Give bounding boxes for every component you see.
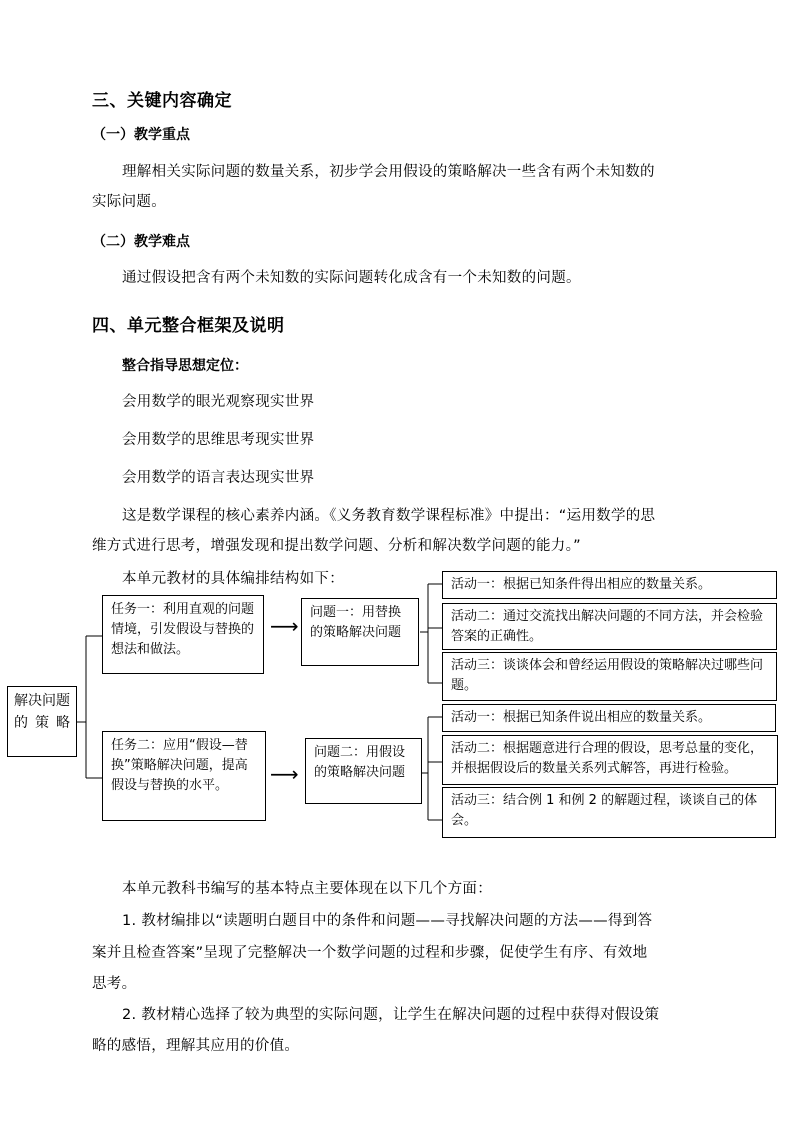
guiding-idea-heading: 整合指导思想定位： [122,358,248,374]
task-1-box: 任务一：利用直观的问题情境，引发假设与替换的想法和做法。 [102,595,264,674]
task-1-activity-1: 活动一：根据已知条件得出相应的数量关系。 [442,571,777,599]
feature-2-line1: 2. 教材精心选择了较为典型的实际问题，让学生在解决问题的过程中获得对假设策 [122,1007,660,1023]
guiding-line-2: 会用数学的思维思考现实世界 [122,432,315,448]
section-4-title: 四、单元整合框架及说明 [92,316,285,336]
feature-1-line2: 案并且检查答案”呈现了完整解决一个数学问题的过程和步骤，促使学生有序、有效地 [92,945,648,961]
features-intro: 本单元教科书编写的基本特点主要体现在以下几个方面： [122,881,492,897]
arrow-right-icon: ⟶ [270,614,299,638]
teaching-focus-heading: （一）教学重点 [92,127,190,143]
feature-2-line2: 略的感悟，理解其应用的价值。 [92,1038,300,1054]
guiding-line-1: 会用数学的眼光观察现实世界 [122,394,315,410]
structure-intro: 本单元教材的具体编排结构如下： [122,571,344,587]
teaching-difficulty-heading: （二）教学难点 [92,234,190,250]
teaching-difficulty-text: 通过假设把含有两个未知数的实际问题转化成含有一个未知数的问题。 [122,270,581,286]
task-2-activity-2: 活动二：根据题意进行合理的假设，思考总量的变化，并根据假设后的数量关系列式解答，再进行检验。 [442,735,778,785]
arrow-right-icon: ⟶ [270,762,299,786]
task-1-activity-3: 活动三：谈谈体会和曾经运用假设的策略解决过哪些问题。 [442,652,777,701]
teaching-focus-text-line1: 理解相关实际问题的数量关系，初步学会用假设的策略解决一些含有两个未知数的 [122,164,655,180]
teaching-focus-text-line2: 实际问题。 [92,194,166,210]
task-2-activity-3: 活动三：结合例 1 和例 2 的解题过程，谈谈自己的体会。 [442,787,776,838]
problem-1-box: 问题一：用替换的策略解决问题 [301,598,419,666]
feature-1-line1: 1. 教材编排以“读题明白题目中的条件和问题——寻找解决问题的方法——得到答 [122,913,653,929]
task-2-activity-1: 活动一：根据已知条件说出相应的数量关系。 [442,704,776,732]
root-box-problem-solving-strategy: 解决问题的策略 [7,686,77,757]
feature-1-line3: 思考。 [92,976,137,992]
task-2-box: 任务二：应用“假设—替换”策略解决问题，提高假设与替换的水平。 [102,731,266,821]
core-literacy-text-line1: 这是数学课程的核心素养内涵。《义务教育数学课程标准》中提出：“运用数学的思 [122,508,656,524]
task-1-activity-2: 活动二：通过交流找出解决问题的不同方法，并会检验答案的正确性。 [442,603,777,650]
guiding-line-3: 会用数学的语言表达现实世界 [122,470,315,486]
core-literacy-text-line2: 维方式进行思考，增强发现和提出数学问题、分析和解决数学问题的能力。” [92,538,581,554]
section-3-title: 三、关键内容确定 [92,91,232,111]
problem-2-box: 问题二：用假设的策略解决问题 [305,738,422,804]
